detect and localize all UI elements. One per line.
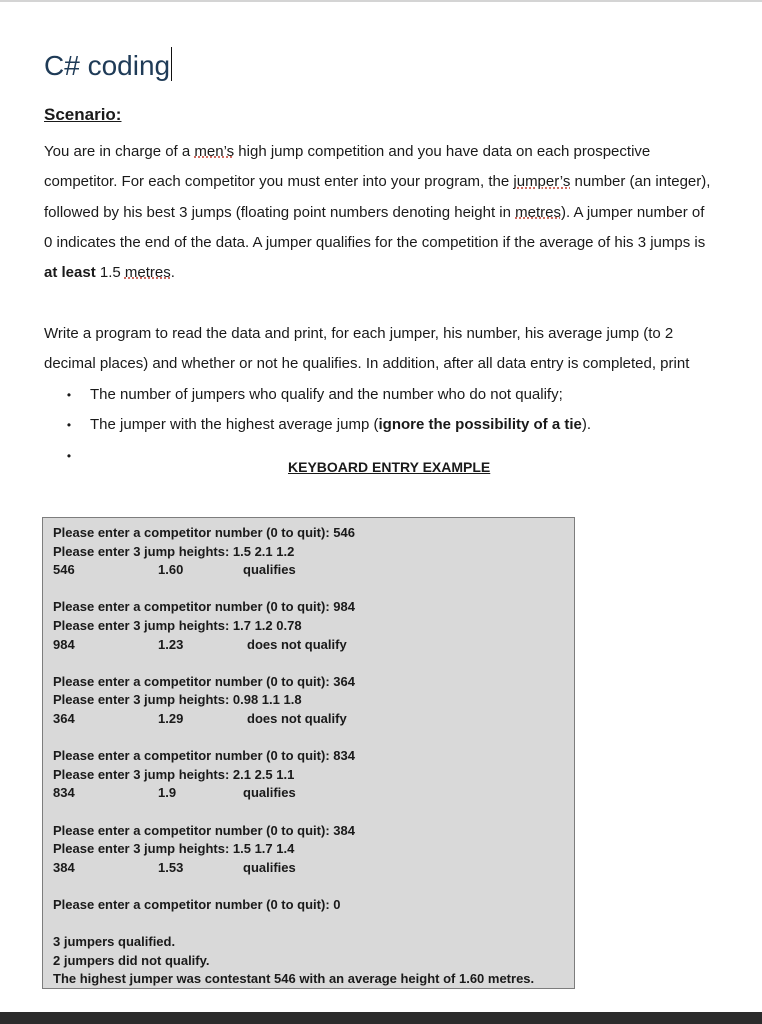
task-paragraph bbox=[44, 319, 734, 380]
bullet-dot-icon: • bbox=[66, 418, 72, 433]
text-run: 1.5 bbox=[95, 264, 125, 282]
console-summary-line: The highest jumper was contestant 546 with an average height of 1.60 metres. bbox=[53, 971, 535, 987]
console-result-result: qualifies bbox=[243, 859, 296, 875]
text-run: ). A jumper number of bbox=[560, 203, 705, 221]
text-run: You are in charge of a bbox=[44, 143, 195, 160]
spellcheck-word: men’s bbox=[194, 143, 235, 160]
bold-text: at least bbox=[44, 264, 96, 282]
console-result-avg: 1.23 bbox=[158, 636, 184, 652]
console-summary-line: 2 jumpers did not qualify. bbox=[53, 952, 210, 968]
console-result-avg: 1.53 bbox=[158, 859, 184, 875]
paragraph-line bbox=[44, 228, 734, 258]
console-blank-line bbox=[53, 729, 564, 748]
console-result-result: qualifies bbox=[243, 785, 296, 801]
console-result-line bbox=[53, 710, 564, 729]
console-result-line bbox=[53, 784, 564, 803]
console-prompt-line: Please enter a competitor number (0 to quit): 384 bbox=[53, 822, 355, 838]
console-result-avg: 1.29 bbox=[158, 710, 184, 726]
text-run: 0 indicates the end of the data. A jumper qualifies for the competition if the average of his 3 jumps is bbox=[44, 233, 706, 251]
paragraph-line bbox=[44, 137, 734, 167]
keyboard-entry-heading: KEYBOARD ENTRY EXAMPLE bbox=[288, 459, 491, 475]
console-result-num: 384 bbox=[53, 859, 75, 875]
bullet-text bbox=[90, 380, 563, 410]
console-blank-line bbox=[53, 654, 564, 673]
console-result-result: qualifies bbox=[243, 562, 296, 578]
text-run: followed by his best 3 jumps (floating point numbers denoting height in bbox=[44, 203, 516, 221]
console-heights-line: Please enter 3 jump heights: 1.7 1.2 0.78 bbox=[53, 617, 302, 633]
console-result-num: 364 bbox=[53, 710, 75, 726]
text-run: number (an integer), bbox=[570, 173, 711, 191]
console-heights-line: Please enter 3 jump heights: 0.98 1.1 1.8 bbox=[53, 692, 302, 708]
text-run: competitor. For each competitor you must enter into your program, the bbox=[44, 173, 514, 191]
console-heights-line: Please enter 3 jump heights: 2.1 2.5 1.1 bbox=[53, 766, 295, 782]
console-result-line bbox=[53, 561, 564, 580]
console-result-num: 984 bbox=[53, 636, 75, 652]
console-heights-line: Please enter 3 jump heights: 1.5 2.1 1.2 bbox=[53, 543, 295, 559]
console-result-line bbox=[53, 636, 564, 655]
console-prompt-line: Please enter a competitor number (0 to quit): 364 bbox=[53, 673, 355, 689]
scenario-heading: Scenario: bbox=[44, 105, 122, 124]
text-run: . bbox=[170, 264, 175, 282]
console-result-result: does not qualify bbox=[247, 636, 347, 652]
text-run: Write a program to read the data and print, for each jumper, his number, his average jump (to 2 bbox=[44, 325, 674, 342]
paragraph-line bbox=[44, 198, 734, 228]
text-run: The number of jumpers who qualify and the number who do not qualify; bbox=[90, 386, 563, 403]
console-example-box bbox=[42, 517, 575, 989]
console-result-avg: 1.9 bbox=[158, 785, 177, 801]
console-result-avg: 1.60 bbox=[158, 562, 184, 578]
console-result-result: does not qualify bbox=[247, 710, 347, 726]
console-heights-line: Please enter 3 jump heights: 1.5 1.7 1.4 bbox=[53, 841, 295, 857]
console-prompt-line: Please enter a competitor number (0 to quit): 984 bbox=[53, 599, 355, 615]
scenario-paragraph bbox=[44, 137, 734, 288]
console-prompt-line: Please enter a competitor number (0 to quit): 834 bbox=[53, 748, 355, 764]
console-blank-line bbox=[53, 803, 564, 822]
bullet-text bbox=[90, 410, 591, 440]
paragraph-line bbox=[44, 167, 734, 197]
bold-text: ignore the possibility of a tie bbox=[378, 416, 582, 434]
console-result-num: 546 bbox=[53, 562, 75, 578]
bottom-bar bbox=[0, 1012, 762, 1024]
console-result-line bbox=[53, 859, 564, 878]
text-cursor bbox=[171, 47, 172, 81]
console-summary-line: 3 jumpers qualified. bbox=[53, 934, 176, 950]
document-title[interactable] bbox=[44, 46, 172, 86]
paragraph-line bbox=[44, 319, 734, 349]
title-text[interactable]: C# coding bbox=[44, 50, 171, 81]
text-run: decimal places) and whether or not he qualifies. In addition, after all data entry is completed, print bbox=[44, 355, 690, 373]
spellcheck-word: metres bbox=[124, 264, 171, 282]
bullet-dot-icon: • bbox=[66, 388, 72, 402]
paragraph-line bbox=[44, 349, 734, 379]
console-result-num: 834 bbox=[53, 785, 75, 801]
text-run: high jump competition and you have data on each prospective bbox=[234, 143, 651, 160]
console-blank-line bbox=[53, 914, 564, 933]
spellcheck-word: metres bbox=[515, 203, 561, 221]
spellcheck-word: jumper’s bbox=[513, 173, 571, 191]
text-run: ). bbox=[581, 416, 592, 434]
console-final-prompt: Please enter a competitor number (0 to quit): 0 bbox=[53, 896, 341, 912]
text-run: The jumper with the highest average jump ( bbox=[90, 416, 379, 434]
console-prompt-line: Please enter a competitor number (0 to quit): 546 bbox=[53, 525, 355, 540]
bullet-dot-icon: • bbox=[66, 448, 72, 463]
paragraph-line bbox=[44, 258, 734, 288]
console-blank-line bbox=[53, 877, 564, 896]
console-blank-line bbox=[53, 580, 564, 599]
